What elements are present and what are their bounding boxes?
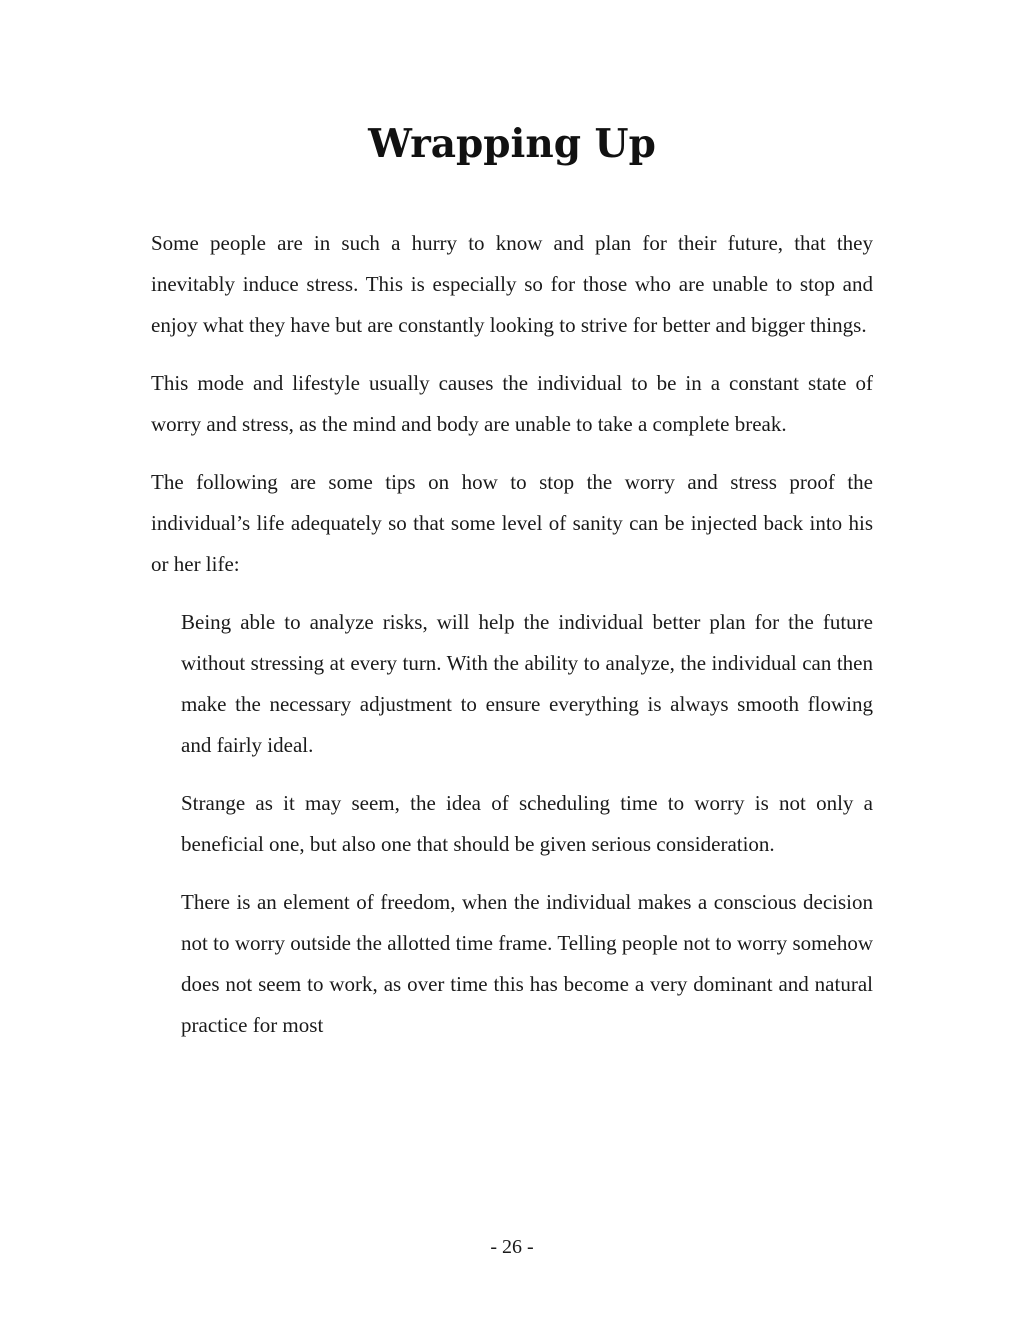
tip-paragraph: Strange as it may seem, the idea of scheduling time to worry is not only a beneficial one, but also one that should be given serious consideration. (181, 791, 873, 856)
body-text (151, 223, 873, 1063)
paragraph: The following are some tips on how to stop the worry and stress proof the individual’s life adequately so that some level of sanity can be injected back into his or her life: (151, 470, 873, 576)
paragraph: Some people are in such a hurry to know and plan for their future, that they inevitably induce stress. This is especially so for those who are unable to stop and enjoy what they have but are constantly looking to strive for better and bigger things. (151, 231, 873, 337)
tip-paragraph: Being able to analyze risks, will help the individual better plan for the future without stressing at every turn. With the ability to analyze, the individual can then make the necessary adjustment to ensure everything is always smooth flowing and fairly ideal. (181, 610, 873, 757)
page-title: Wrapping Up (368, 121, 656, 167)
page-number: - 26 - (490, 1236, 534, 1258)
tip-paragraph: There is an element of freedom, when the individual makes a conscious decision not to worry outside the allotted time frame. Telling people not to worry somehow does not seem to work, as over time this has become a very dominant and natural practice for most (181, 890, 873, 1037)
paragraph: This mode and lifestyle usually causes the individual to be in a constant state of worry and stress, as the mind and body are unable to take a complete break. (151, 371, 873, 436)
